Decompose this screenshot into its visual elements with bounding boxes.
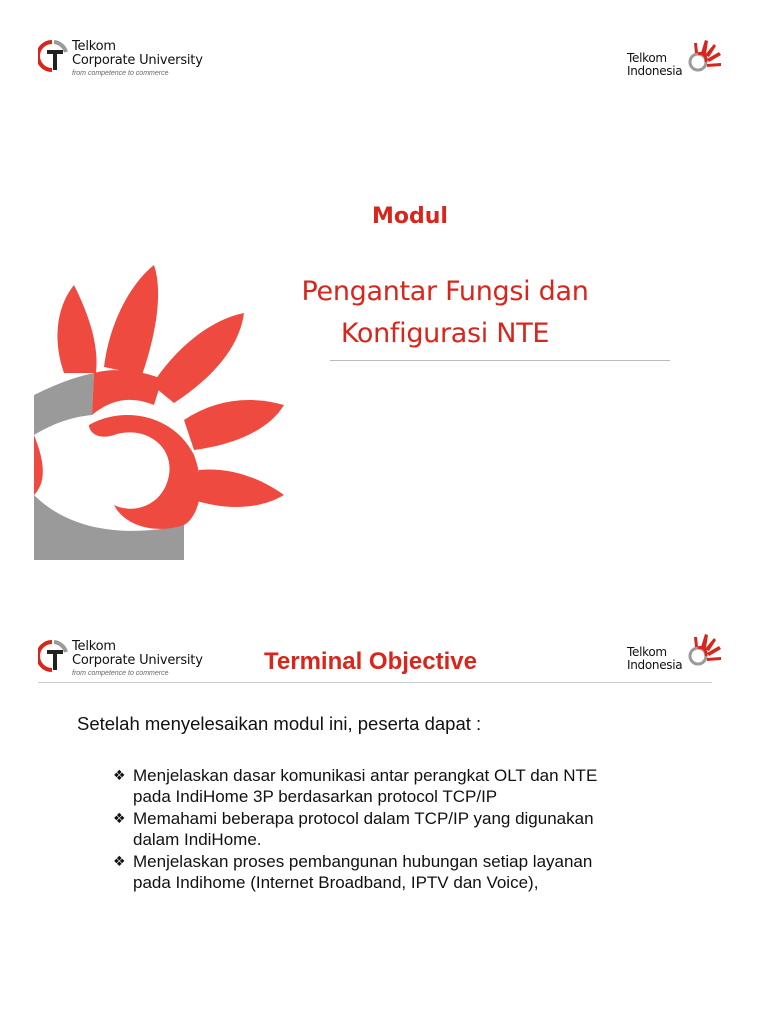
telkom-t-emblem-icon: [38, 38, 70, 78]
diamond-bullet-icon: ❖: [113, 854, 126, 870]
tcu-logo-line1: Telkom: [72, 639, 116, 654]
objective-item: [113, 809, 693, 850]
tcu-tagline: from competence to commerce: [72, 670, 169, 677]
module-label: Modul: [372, 204, 448, 229]
telkom-corporate-university-logo: [38, 36, 238, 82]
objective-line: Menjelaskan dasar komunikasi antar perangkat OLT dan NTE: [133, 766, 598, 785]
telkom-indonesia-logo: [627, 630, 727, 680]
module-title-line1: Pengantar Fungsi dan: [301, 276, 589, 307]
diamond-bullet-icon: ❖: [113, 768, 126, 784]
module-title-line2: Konfigurasi NTE: [340, 318, 550, 349]
telkom-indonesia-logo: [627, 36, 727, 86]
diamond-bullet-icon: ❖: [113, 811, 126, 827]
objective-line: Memahami beberapa protocol dalam TCP/IP yang digunakan: [133, 809, 594, 828]
tcu-tagline: from competence to commerce: [72, 70, 169, 77]
intro-text: Setelah menyelesaikan modul ini, peserta dapat :: [77, 713, 482, 734]
objective-line: Menjelaskan proses pembangunan hubungan setiap layanan: [133, 852, 593, 871]
objective-list: [113, 766, 693, 895]
telkom-t-emblem-icon: [38, 638, 70, 678]
ti-logo-line2: Indonesia: [627, 658, 683, 672]
ti-logo-line2: Indonesia: [627, 64, 683, 78]
tcu-logo-line1: Telkom: [72, 39, 116, 54]
telkom-hand-icon: [681, 630, 727, 670]
objective-item: [113, 766, 693, 807]
objective-slide: [0, 600, 768, 1024]
tcu-logo-line2: Corporate University: [72, 653, 203, 668]
header-divider: [38, 682, 712, 683]
objective-line: pada Indihome (Internet Broadband, IPTV dan Voice),: [133, 872, 539, 892]
slide-title: Terminal Objective: [264, 648, 477, 675]
objective-item: [113, 852, 693, 893]
telkom-corporate-university-logo: [38, 636, 238, 682]
ti-logo-line1: Telkom: [627, 645, 667, 659]
objective-line: pada IndiHome 3P berdasarkan protocol TCP/IP: [133, 786, 498, 806]
tcu-logo-line2: Corporate University: [72, 53, 203, 68]
telkom-hand-icon: [681, 36, 727, 76]
objective-line: dalam IndiHome.: [133, 829, 262, 849]
ti-logo-line1: Telkom: [627, 51, 667, 65]
title-divider: [330, 360, 670, 361]
